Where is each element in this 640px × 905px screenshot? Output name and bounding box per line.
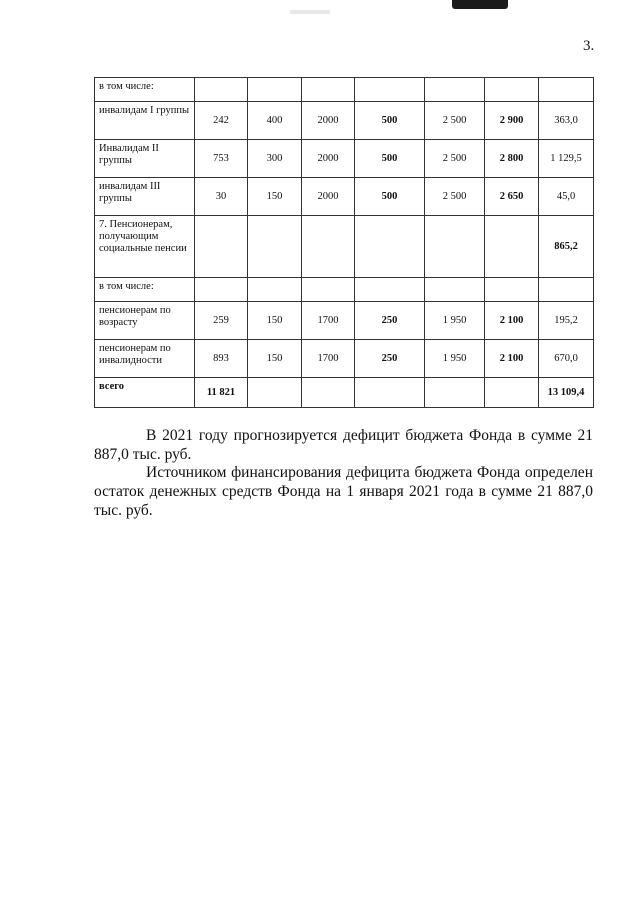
table-cell: 45,0	[539, 178, 594, 216]
paragraph-funding-source	[94, 463, 593, 520]
table-cell: 259	[195, 302, 248, 340]
row-label: инвалидам III группы	[95, 178, 195, 216]
table-cell	[355, 78, 425, 102]
table-cell: 1700	[302, 302, 355, 340]
table-row	[95, 78, 594, 102]
table-row	[95, 340, 594, 378]
table-row	[95, 302, 594, 340]
table-cell: 2 650	[485, 178, 539, 216]
table-cell	[539, 278, 594, 302]
table-cell	[539, 78, 594, 102]
row-label: в том числе:	[95, 78, 195, 102]
table-cell: 2 100	[485, 302, 539, 340]
table-cell: 11 821	[195, 378, 248, 408]
table-cell	[248, 278, 302, 302]
row-label: инвалидам I группы	[95, 102, 195, 140]
table-cell: 150	[248, 178, 302, 216]
row-label: пенсионерам по возрасту	[95, 302, 195, 340]
table-cell	[302, 278, 355, 302]
page-number: 3.	[583, 38, 595, 54]
table-cell	[195, 278, 248, 302]
table-cell: 670,0	[539, 340, 594, 378]
table-cell	[425, 378, 485, 408]
table-cell	[248, 378, 302, 408]
table-cell: 250	[355, 340, 425, 378]
table-cell	[425, 216, 485, 278]
table-cell	[485, 78, 539, 102]
table-row	[95, 178, 594, 216]
table-cell: 500	[355, 140, 425, 178]
row-label: пенсионерам по инвалидности	[95, 340, 195, 378]
table-cell: 2 500	[425, 102, 485, 140]
table-cell: 1 950	[425, 302, 485, 340]
table-cell	[355, 278, 425, 302]
table-cell: 753	[195, 140, 248, 178]
table-cell: 250	[355, 302, 425, 340]
table-cell	[302, 378, 355, 408]
table-cell: 242	[195, 102, 248, 140]
table-cell: 2 500	[425, 178, 485, 216]
row-label: всего	[95, 378, 195, 408]
table-cell	[355, 378, 425, 408]
table-cell	[355, 216, 425, 278]
table-cell	[195, 216, 248, 278]
table-cell: 150	[248, 340, 302, 378]
table-cell: 865,2	[539, 216, 594, 278]
row-label: Инвалидам II группы	[95, 140, 195, 178]
table-cell: 893	[195, 340, 248, 378]
table-row	[95, 278, 594, 302]
table-cell: 2000	[302, 140, 355, 178]
table-cell	[248, 78, 302, 102]
table-cell	[248, 216, 302, 278]
table-cell: 195,2	[539, 302, 594, 340]
table-cell	[425, 278, 485, 302]
table-cell: 13 109,4	[539, 378, 594, 408]
table-cell: 2 500	[425, 140, 485, 178]
table-cell: 1700	[302, 340, 355, 378]
table-cell: 2000	[302, 102, 355, 140]
table-cell: 2000	[302, 178, 355, 216]
table-row	[95, 102, 594, 140]
table-cell	[195, 78, 248, 102]
table-row	[95, 140, 594, 178]
paragraph-deficit-text: В 2021 году прогнозируется дефицит бюджета Фонда в сумме 21 887,0 тыс. руб.	[94, 427, 593, 463]
paragraph-deficit	[94, 426, 593, 464]
table-cell: 300	[248, 140, 302, 178]
table-cell	[485, 278, 539, 302]
row-label: в том числе:	[95, 278, 195, 302]
scan-smudge	[290, 10, 330, 14]
scan-mark	[452, 0, 508, 9]
table-cell	[302, 78, 355, 102]
row-label: 7. Пенсионерам, получающим социальные пенсии	[95, 216, 195, 278]
table-cell	[485, 216, 539, 278]
table-cell: 500	[355, 102, 425, 140]
table-cell	[485, 378, 539, 408]
table-cell: 2 800	[485, 140, 539, 178]
table-cell: 400	[248, 102, 302, 140]
table-cell: 2 900	[485, 102, 539, 140]
table-cell: 1 129,5	[539, 140, 594, 178]
table-cell	[425, 78, 485, 102]
budget-table	[94, 77, 594, 408]
table-cell: 500	[355, 178, 425, 216]
table-row	[95, 378, 594, 408]
table-cell: 2 100	[485, 340, 539, 378]
table-body	[95, 78, 594, 408]
table-cell	[302, 216, 355, 278]
table-cell: 1 950	[425, 340, 485, 378]
table-row	[95, 216, 594, 278]
table-cell: 30	[195, 178, 248, 216]
table-cell: 150	[248, 302, 302, 340]
table-cell: 363,0	[539, 102, 594, 140]
paragraph-funding-source-text: Источником финансирования дефицита бюджета Фонда определен остаток денежных средств Фонда на 1 января 2021 года в сумме 21 887,0 тыс. руб.	[94, 464, 593, 519]
